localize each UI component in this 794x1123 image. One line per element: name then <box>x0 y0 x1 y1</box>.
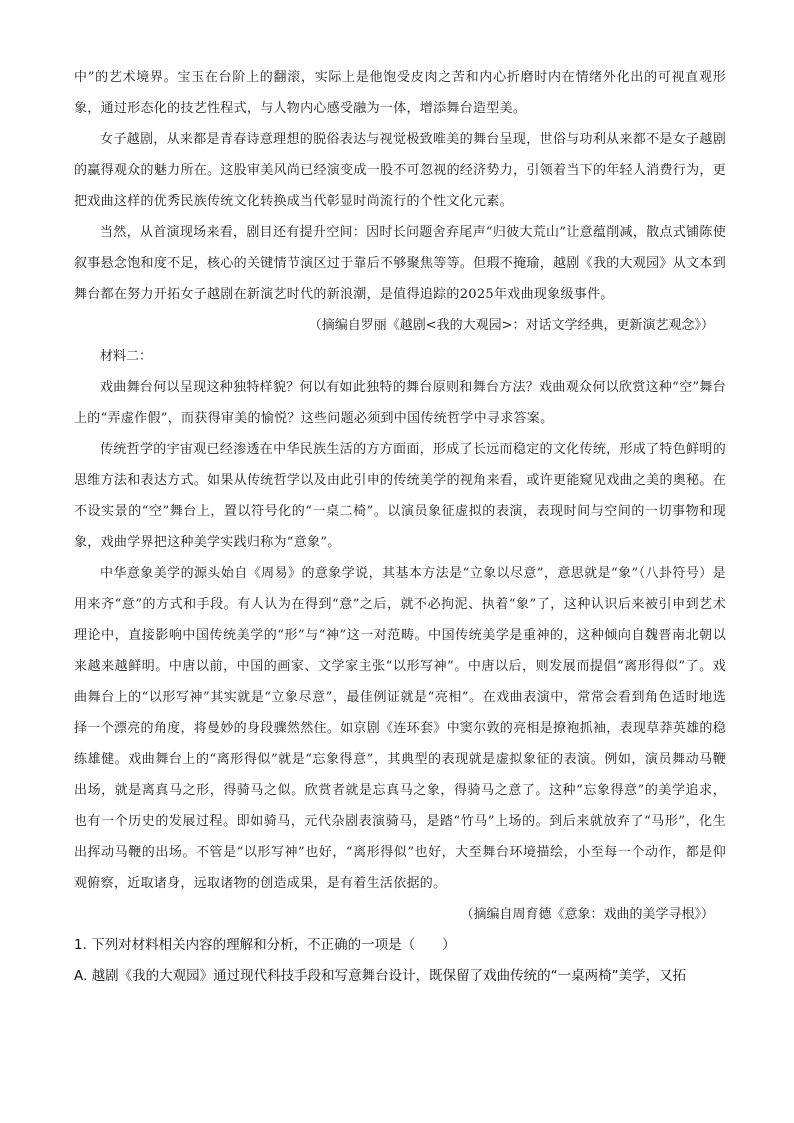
material2-source: （摘编自周育德《意象：戏曲的美学寻根》） <box>460 907 714 922</box>
material1-paragraph-2: 女子越剧，从来都是青春诗意理想的脱俗表达与视觉极致唯美的舞台呈现，世俗与功利从来都不是女子越剧的赢得观众的魅力所在。这股审美风尚已经演变成一股不可忽视的经济势力，引领着当下的年轻人消费行为，更把戏曲这样的优秀民族传统文化转换成当代彰显时尚流行的个性文化元素。 <box>74 132 726 209</box>
question-1-stem: 1. 下列对材料相关内容的理解和分析，不正确的一项是（ ） <box>74 937 456 953</box>
material1-source: （摘编自罗丽《越剧<我的大观园>：对话文学经典，更新演艺观念》） <box>308 318 714 333</box>
material2-paragraph-3: 中华意象美学的源头始自《周易》的意象学说，其基本方法是“立象以尽意”，意思就是“象”（八卦符号）是用来齐“意”的方式和手段。有人认为在得到“意”之后，就不必拘泥、执着“象”了，这种认识后来被引申到艺术理论中，直接影响中国传统美学的“形”与“神”这一对范畴。中国传统美学是重神的，这种倾向自魏晋南北朝以来越来越鲜明。中唐以前，中国的画家、文学家主张“以形写神”。中唐以后，则发展而提倡“离形得似”了。戏曲舞台上的“以形写神”其实就是“立象尽意”，最佳例证就是“亮相”。在戏曲表演中，常常会看到角色适时地选择一个漂亮的角度，将曼妙的身段骤然然住。如京剧《连环套》中窦尔敦的亮相是撩袍抓袖，表现草莽英雄的稳练雄健。戏曲舞台上的“离形得似”就是“忘象得意”，其典型的表现就是虚拟象征的表演。例如，演员舞动马鞭出场，就是离真马之形，得骑马之似。欣赏者就是忘真马之象，得骑马之意了。这种“忘象得意”的美学追求，也有一个历史的发展过程。即如骑马，元代杂剧表演骑马，是踏“竹马”上场的。到后来就放弃了“马形”，化生出挥动马鞭的出场。不管是“以形写神”也好，“离形得似”也好，大至舞台环境描绘，小至每一个动作，都是仰观俯察，近取诸身，远取诸物的创造成果，是有着生活依据的。 <box>74 566 726 891</box>
material1-paragraph-3: 当然，从首演现场来看，剧目还有提升空间：因时长问题舍弃尾声“归彼大荒山”让意蕴削减，散点式铺陈使叙事悬念饱和度不足，核心的关键情节演区过于靠后不够聚焦等等。但瑕不掩瑜，越剧《我的大观园》从文本到舞台都在努力开拓女子越剧在新演艺时代的新浪潮，是值得追踪的2025年戏曲现象级事件。 <box>74 225 726 302</box>
material1-paragraph-continued: 中”的艺术境界。宝玉在台阶上的翻滚，实际上是他饱受皮肉之苦和内心折磨时内在情绪外化出的可视直观形象，通过形态化的技艺性程式，与人物内心感受融为一体，增添舞台造型美。 <box>74 70 726 116</box>
material2-paragraph-1: 戏曲舞台何以呈现这种独特样貌？何以有如此独特的舞台原则和舞台方法？戏曲观众何以欣赏这种“空”舞台上的“弄虚作假”，而获得审美的愉悦？这些问题必须到中国传统哲学中寻求答案。 <box>74 380 726 426</box>
question-1-option-a: A. 越剧《我的大观园》通过现代科技手段和写意舞台设计，既保留了戏曲传统的“一桌两椅”美学，又拓 <box>74 968 687 984</box>
material2-label: 材料二： <box>100 349 153 364</box>
document-page <box>74 62 726 992</box>
material2-paragraph-2: 传统哲学的宇宙观已经渗透在中华民族生活的方方面面，形成了长远而稳定的文化传统，形成了特色鲜明的思维方法和表达方式。如果从传统哲学以及由此引申的传统美学的视角来看，或许更能窥见戏曲之美的奥秘。在不设实景的“空”舞台上，置以符号化的“一桌二椅”。以演员象征虚拟的表演，表现时间与空间的一切事物和现象，戏曲学界把这种美学实践归称为“意象”。 <box>74 442 726 550</box>
